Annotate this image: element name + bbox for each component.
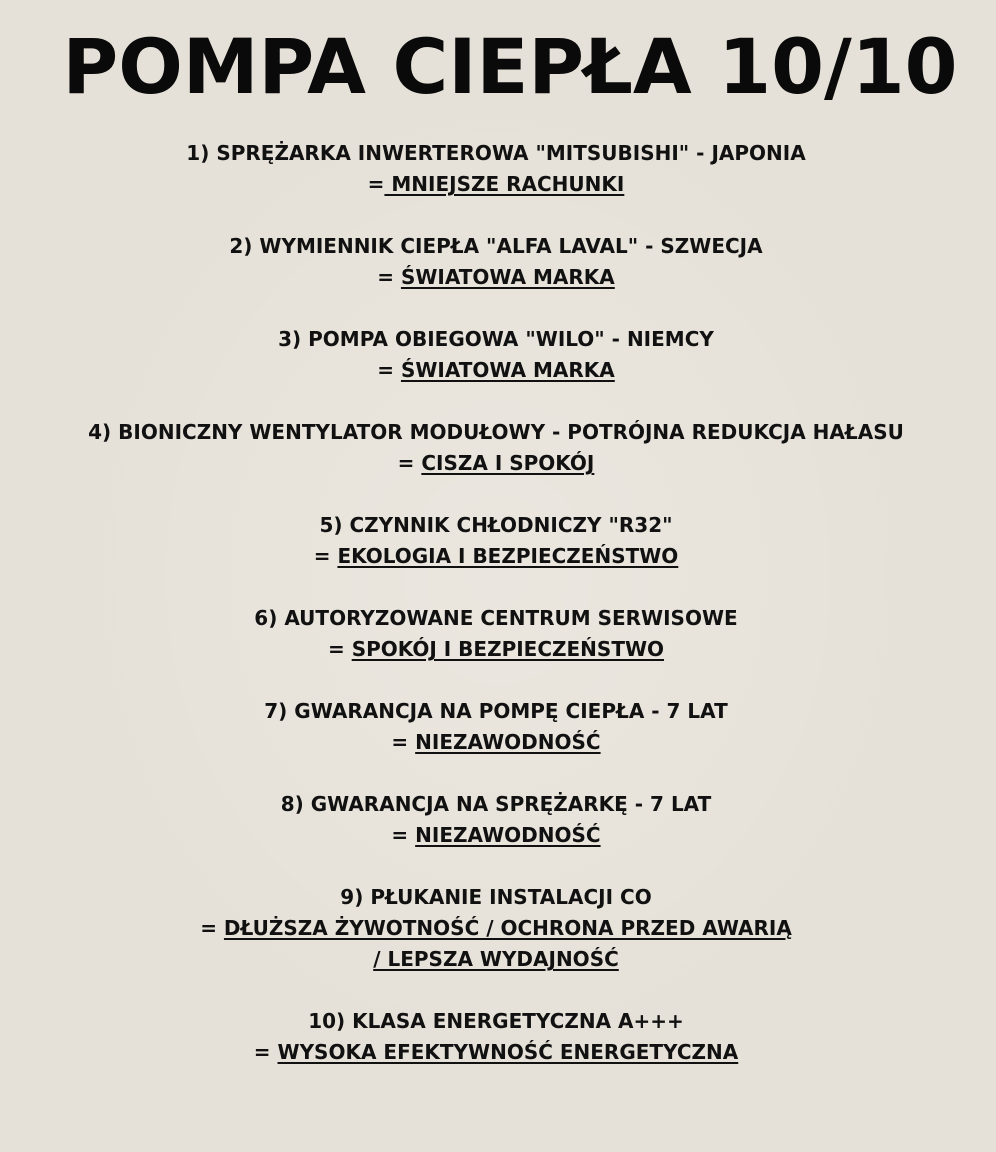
feature-heading: 10) KLASA ENERGETYCZNA A+++ [308,1009,684,1033]
feature-benefit-line [0,1037,992,1068]
feature-item-4 [0,417,992,510]
feature-benefit-line [0,820,992,851]
feature-benefit-line [0,541,992,572]
feature-benefit-line [0,169,992,200]
equals-sign: = [397,451,422,475]
feature-heading: 3) POMPA OBIEGOWA "WILO" - NIEMCY [278,327,714,351]
feature-benefit-continued: / LEPSZA WYDAJNOŚĆ [373,947,619,971]
feature-benefit: NIEZAWODNOŚĆ [415,823,601,847]
feature-benefit-line [0,262,992,293]
feature-item-9 [0,882,992,1006]
feature-benefit: CISZA I SPOKÓJ [421,451,595,475]
feature-item-10 [0,1006,992,1099]
feature-benefit-line-2 [0,944,992,975]
feature-benefit: MNIEJSZE RACHUNKI [384,172,625,196]
equals-sign: = [253,1040,278,1064]
feature-item-5 [0,510,992,603]
feature-benefit: WYSOKA EFEKTYWNOŚĆ ENERGETYCZNA [277,1040,739,1064]
feature-benefit: NIEZAWODNOŚĆ [415,730,601,754]
feature-heading: 4) BIONICZNY WENTYLATOR MODUŁOWY - POTRÓJNA REDUKCJA HAŁASU [88,420,904,444]
feature-heading: 1) SPRĘŻARKA INWERTEROWA "MITSUBISHI" - JAPONIA [186,141,806,165]
feature-item-2 [0,231,992,324]
equals-sign: = [200,916,224,940]
equals-sign: = [377,265,401,289]
feature-heading: 7) GWARANCJA NA POMPĘ CIEPŁA - 7 LAT [264,699,728,723]
feature-heading: 6) AUTORYZOWANE CENTRUM SERWISOWE [254,606,738,630]
feature-benefit-line [0,913,992,944]
feature-benefit: ŚWIATOWA MARKA [400,358,615,382]
feature-list [0,138,992,1099]
equals-sign: = [391,730,416,754]
feature-item-6 [0,603,992,696]
feature-benefit: DŁUŻSZA ŻYWOTNOŚĆ / OCHRONA PRZED AWARIĄ [223,916,792,940]
equals-sign: = [367,172,385,196]
equals-sign: = [327,637,352,661]
feature-benefit-line [0,448,992,479]
feature-item-1 [0,138,992,231]
feature-benefit-line [0,727,992,758]
feature-benefit-line [0,634,992,665]
feature-benefit: EKOLOGIA I BEZPIECZEŃSTWO [337,544,679,568]
feature-item-3 [0,324,992,417]
equals-sign: = [377,358,401,382]
feature-benefit: ŚWIATOWA MARKA [400,265,615,289]
feature-benefit: SPOKÓJ I BEZPIECZEŃSTWO [351,637,665,661]
feature-heading: 9) PŁUKANIE INSTALACJI CO [340,885,652,909]
feature-heading: 2) WYMIENNIK CIEPŁA "ALFA LAVAL" - SZWECJA [229,234,763,258]
feature-item-7 [0,696,992,789]
feature-benefit-line [0,355,992,386]
equals-sign: = [313,544,338,568]
poster-title: POMPA CIEPŁA 10/10 [62,22,958,111]
feature-heading: 8) GWARANCJA NA SPRĘŻARKĘ - 7 LAT [280,792,712,816]
feature-item-8 [0,789,992,882]
feature-heading: 5) CZYNNIK CHŁODNICZY "R32" [319,513,673,537]
equals-sign: = [391,823,416,847]
